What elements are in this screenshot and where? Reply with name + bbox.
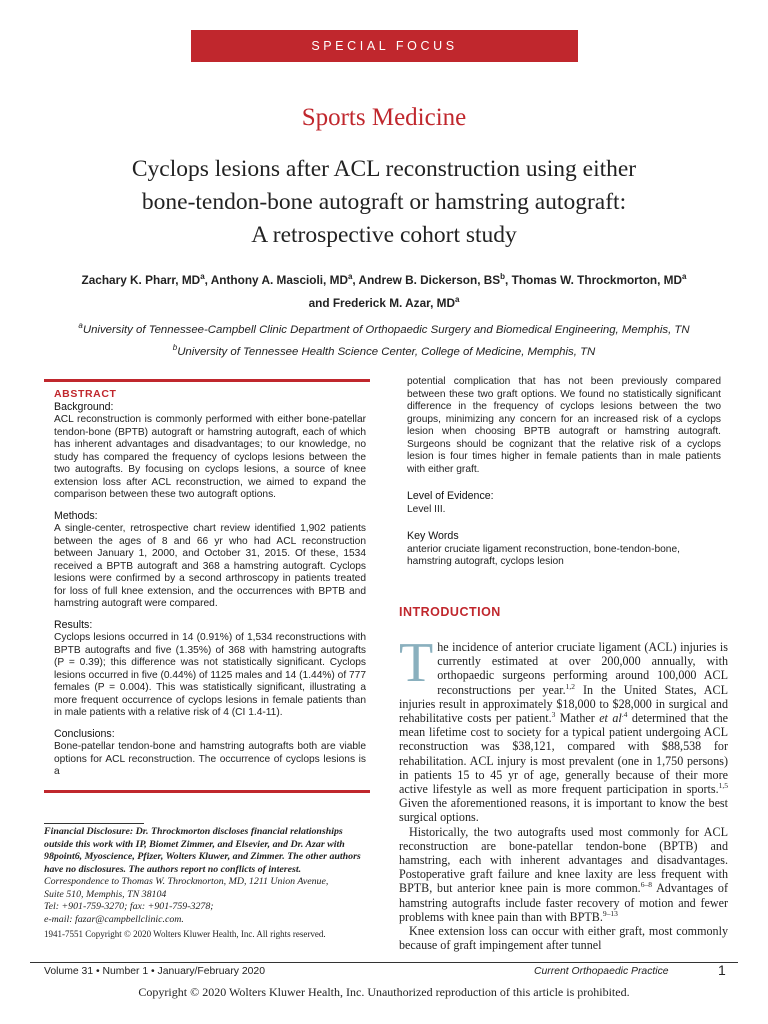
- author-name: Anthony A. Mascioli, MD: [210, 272, 348, 287]
- introduction-heading: INTRODUCTION: [399, 605, 501, 619]
- footnote-divider: [44, 823, 144, 824]
- background-text: ACL reconstruction is commonly performed with either bone-patellar tendon-bone (BPTB) autograft or hamstring autograft, each of which has inherent advantages and disadvantages; to our knowledge, no study has compared the frequency of cyclops lesions between the two autografts. By focusing on cyclops lesions, a source of knee extension loss after ACL reconstruction, we aimed to expand the comparison between these two autograft options.: [54, 414, 366, 500]
- author-name: Thomas W. Throckmorton, MD: [511, 272, 683, 287]
- conclusions-continued: potential complication that has not been previously compared between these two graft options. We found no statistically significant difference in the frequency of cyclops lesions between the two groups, minimizing any concern for an increased risk of a cyclops lesion when choosing BPTB autograft or hamstring autograft. Surgeons should be cognizant that the relative risk of a cyclops lesion is four times higher in female patients than in male patients with either graft.: [407, 376, 721, 475]
- author-affiliation-mark: a: [200, 272, 205, 281]
- key-words-text: anterior cruciate ligament reconstruction, bone-tendon-bone, hamstring autograft, cyclops lesion: [407, 543, 680, 567]
- author-affiliation-mark: a: [682, 272, 687, 281]
- affiliation-text: University of Tennessee Health Science Center, College of Medicine, Memphis, TN: [177, 345, 596, 358]
- author-affiliation-mark: a: [347, 272, 353, 281]
- title-line-2: bone-tendon-bone autograft or hamstring autograft:: [141, 189, 627, 215]
- key-words-heading: Key Words: [407, 530, 459, 542]
- methods-heading: Methods:: [54, 509, 98, 522]
- disclosure-text: Financial Disclosure: Dr. Throckmorton discloses financial relationships outside this work with IP, Biomet Zimmer, and Elsevier, and Dr. Azar with 98point6, Myoscience, Pfizer, Wolters Kluwer, and Zimmer. The other authors have no disclosures. The authors report no conflicts of interest.: [44, 826, 361, 875]
- conclusions-text: Bone-patellar tendon-bone and hamstring autografts both are viable options for ACL reconstruction. The occurrence of cyclops lesions is a: [54, 741, 366, 777]
- email-link[interactable]: e-mail: fazar@campbellclinic.com.: [44, 913, 184, 925]
- citation: 3: [551, 709, 556, 719]
- methods-text: A single-center, retrospective chart review identified 1,902 patients between the ages of 8 and 66 yr who had ACL reconstruction between January 1, 2000, and October 31, 2015. Of these, 1534 received a BPTB autograft and 368 a hamstring autograft. Cyclops lesions were confirmed by a second arthroscopy in patients treated for loss of full knee extension, and the occurrences with BPTB and hamstring autograft were compared.: [54, 523, 366, 609]
- level-of-evidence-heading: Level of Evidence:: [407, 490, 494, 502]
- affiliation-b: [20, 339, 748, 361]
- author-name: and Frederick M. Azar, MD: [308, 295, 455, 310]
- intro-text: Mather: [555, 711, 600, 726]
- affiliation-a: [20, 317, 748, 339]
- abstract-heading: ABSTRACT: [54, 388, 117, 400]
- intro-text: In the United States, ACL injuries result in approximately $18,000 to $28,000 in surgical and rehabilitative costs per patient.: [399, 682, 728, 726]
- drop-cap: T: [399, 632, 434, 694]
- author-name: Zachary K. Pharr, MD: [81, 272, 201, 287]
- copyright-notice: Copyright © 2020 Wolters Kluwer Health, Inc. Unauthorized reproduction of this article is prohibited.: [138, 985, 630, 999]
- results-heading: Results:: [54, 618, 93, 631]
- results-text: Cyclops lesions occurred in 14 (0.91%) of 1,534 reconstructions with BPTB autografts and five (1.35%) of 368 with hamstring autografts (P = 0.39); this difference was not statistically significant. Cyclops lesions occurred in five (0.44%) of 1125 males and 14 (1.44%) of 777 females (P = 0.004). This was statistically significant, illustrating a more frequent occurrence of cyclops lesions in female patients than in male patients with a relative risk of 4 (CI 1.4-11).: [54, 632, 366, 718]
- intro-text: Historically, the two autografts used most commonly for ACL reconstruction are bone-patellar tendon-bone (BPTB) and hamstring, each with inherent advantages and disadvantages. Postoperative graft failure and knee laxity are less frequent with BPTB, but anterior knee pain is more common.: [399, 824, 728, 896]
- author-separator: ,: [505, 272, 512, 287]
- level-of-evidence-text: Level III.: [407, 503, 446, 515]
- affiliation-mark: b: [172, 342, 178, 352]
- author-list: [40, 267, 728, 313]
- financial-disclosure: [44, 826, 374, 941]
- citation: 9–13: [602, 908, 618, 918]
- journal-name: Current Orthopaedic Practice: [534, 966, 669, 977]
- intro-text: Given the aforementioned reasons, it is important to know the best surgical options.: [399, 796, 728, 825]
- correspondence-line: Tel: +901-759-3270; fax: +901-759-3278;: [44, 901, 214, 912]
- affiliations: [20, 317, 748, 361]
- author-line-2: [40, 290, 728, 313]
- section-title: Sports Medicine: [301, 104, 467, 131]
- author-separator: ,: [352, 272, 359, 287]
- citation: 1,5: [718, 781, 728, 790]
- conclusions-heading: Conclusions:: [54, 727, 115, 740]
- special-focus-banner: SPECIAL FOCUS: [191, 30, 578, 62]
- abstract-right-column: [407, 376, 721, 569]
- citation: .4: [621, 709, 628, 719]
- intro-paragraph-2: [399, 825, 728, 924]
- background-heading: Background:: [54, 400, 114, 413]
- page-number: 1: [718, 962, 726, 978]
- intro-emphasis: et al: [599, 711, 622, 726]
- author-affiliation-mark: b: [500, 272, 506, 281]
- intro-paragraph-1: [399, 632, 728, 825]
- correspondence-line: Correspondence to Thomas W. Throckmorton, MD, 1211 Union Avenue,: [44, 876, 329, 887]
- abstract-left-column: [54, 388, 366, 779]
- citation: 6–8: [640, 880, 652, 890]
- title-line-1: Cyclops lesions after ACL reconstruction using either: [131, 156, 637, 182]
- intro-text: he incidence of anterior cruciate ligament (ACL) injuries is currently estimated at over 200,000 annually, with orthopaedic surgeons performing around 100,000 ACL reconstructions per year.: [437, 640, 728, 697]
- author-line-1: [40, 267, 728, 290]
- citation: 1,2: [565, 681, 575, 691]
- author-name: Andrew B. Dickerson, BS: [358, 272, 501, 287]
- affiliation-mark: a: [78, 321, 83, 330]
- issn-copyright: 1941-7551 Copyright © 2020 Wolters Kluwer Health, Inc. All rights reserved.: [44, 929, 326, 939]
- author-separator: ,: [204, 272, 211, 287]
- article-title: [40, 153, 728, 252]
- footer-divider: [30, 962, 738, 963]
- intro-paragraph-3: Knee extension loss can occur with either graft, most commonly because of graft impingement after tunnel: [399, 924, 728, 953]
- introduction-body: [399, 632, 729, 953]
- author-affiliation-mark: a: [454, 294, 460, 304]
- affiliation-text: University of Tennessee-Campbell Clinic Department of Orthopaedic Surgery and Biomedical Engineering, Memphis, TN: [82, 323, 690, 336]
- intro-text: Advantages of hamstring autografts include faster recovery of motion and fewer problems with knee pain than with BPTB.: [399, 881, 729, 924]
- title-line-3: A retrospective cohort study: [251, 222, 517, 248]
- correspondence-line: Suite 510, Memphis, TN 38104: [44, 888, 167, 900]
- journal-volume-info: Volume 31 • Number 1 • January/February 2020: [44, 966, 265, 977]
- intro-text: determined that the mean lifetime cost to society for a typical patient undergoing ACL reconstruction was $38,121, compared with $88,538 for rehabilitation. ACL injury is most prevalent (one in 1,750 persons) in patients 15 to 45 yr of age, generally because of their more active lifestyle as well as more frequent participation in sports.: [399, 711, 728, 797]
